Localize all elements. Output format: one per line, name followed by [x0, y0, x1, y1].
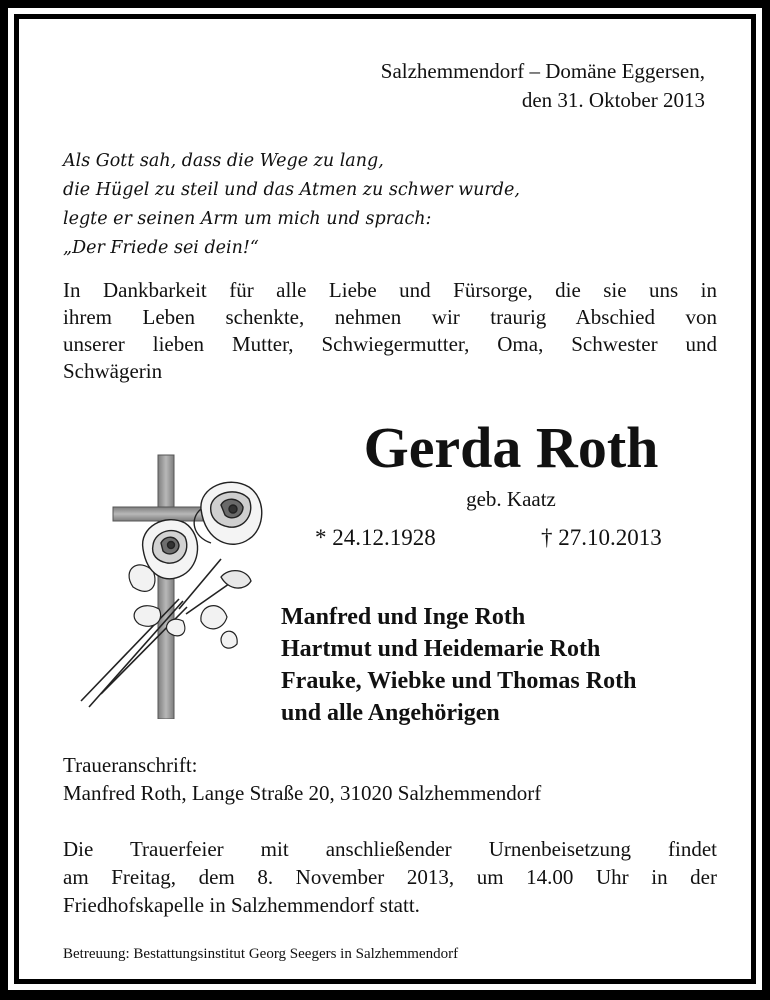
mourners-list	[281, 601, 636, 729]
deceased-name: Gerda Roth	[363, 415, 659, 480]
mourner-line: Hartmut und Heidemarie Roth	[281, 636, 601, 662]
mourner-line: Manfred und Inge Roth	[281, 604, 526, 630]
funeral-home-credit: Betreuung: Bestattungsinstitut Georg Seegers in Salzhemmendorf	[63, 946, 459, 962]
birth-date: * 24.12.1928	[315, 525, 436, 550]
intro-paragraph	[63, 277, 717, 385]
ceremony-line: Die Trauerfeier mit anschließender Urnenbeisetzung findet	[63, 837, 717, 861]
mourning-address	[63, 751, 541, 807]
intro-line: unserer lieben Mutter, Schwiegermutter, Oma, Schwester und	[63, 332, 717, 356]
ceremony-line: Friedhofskapelle in Salzhemmendorf statt.	[63, 893, 420, 917]
ceremony-paragraph	[63, 835, 717, 919]
death-date: † 27.10.2013	[541, 525, 662, 550]
inner-frame	[14, 14, 756, 984]
cross-with-roses-icon	[61, 439, 291, 719]
address-label: Traueranschrift:	[63, 753, 198, 777]
poem	[63, 147, 520, 263]
poem-line: „Der Friede sei dein!“	[63, 238, 259, 258]
obituary-notice	[19, 19, 751, 979]
poem-line: legte er seinen Arm um mich und sprach:	[63, 209, 432, 229]
intro-line: Schwägerin	[63, 359, 163, 383]
ceremony-line: am Freitag, dem 8. November 2013, um 14.00 Uhr in der	[63, 865, 717, 889]
maiden-name: geb. Kaatz	[466, 487, 556, 511]
mourner-line: und alle Angehörigen	[281, 700, 500, 726]
address-value: Manfred Roth, Lange Straße 20, 31020 Salzhemmendorf	[63, 781, 542, 805]
mourner-line: Frauke, Wiebke und Thomas Roth	[281, 668, 637, 694]
place-line: Salzhemmendorf – Domäne Eggersen,	[380, 59, 705, 83]
poem-line: Als Gott sah, dass die Wege zu lang,	[63, 151, 384, 171]
place-date-block	[381, 57, 705, 115]
outer-frame	[8, 8, 762, 990]
intro-line: In Dankbarkeit für alle Liebe und Fürsorge, die sie uns in	[63, 278, 717, 302]
poem-line: die Hügel zu steil und das Atmen zu schwer wurde,	[63, 180, 520, 200]
date-line: den 31. Oktober 2013	[521, 88, 705, 112]
intro-line: ihrem Leben schenkte, nehmen wir traurig Abschied von	[63, 305, 717, 329]
